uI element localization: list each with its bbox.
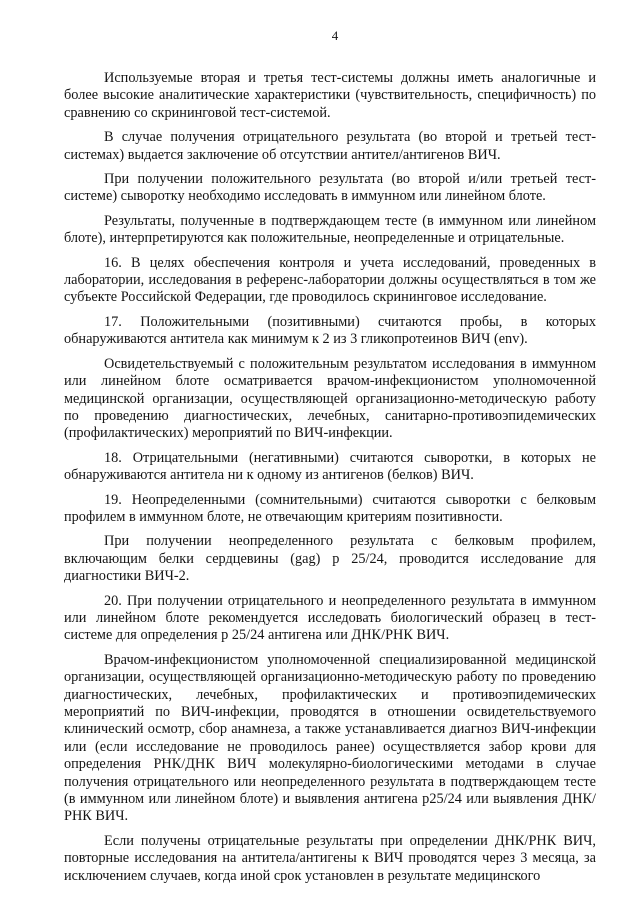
body-text <box>64 70 596 885</box>
paragraph-item-18: 18. Отрицательными (негативными) считаются сыворотки, в которых не обнаруживаются антитела ни к одному из антигенов (белков) ВИЧ. <box>64 449 596 484</box>
paragraph-item-19: 19. Неопределенными (сомнительными) считаются сыворотки с белковым профилем в иммунном блоте, не отвечающим критериям позитивности. <box>64 491 596 525</box>
paragraph: Используемые вторая и третья тест-системы должны иметь аналогичные и более высокие аналитические характеристики (чувствительность, специфичность) по сравнению со скрининговой тест-системой. <box>64 70 596 121</box>
paragraph-item-16: 16. В целях обеспечения контроля и учета исследований, проведенных в лаборатории, исследования в референс-лаборатории должны осуществляться в том же субъекте Российской Федерации, где проводилось скрининговое исследование. <box>64 254 596 306</box>
paragraph-item-17: 17. Положительными (позитивными) считаются пробы, в которых обнаруживаются антитела как минимум к 2 из 3 гликопротеинов ВИЧ (env). <box>64 313 596 348</box>
paragraph: Если получены отрицательные результаты при определении ДНК/РНК ВИЧ, повторные исследования на антитела/антигены к ВИЧ проводятся через 3 месяца, за исключением случаев, когда иной срок установлен в результате медицинского <box>64 832 596 884</box>
paragraph: Врачом-инфекционистом уполномоченной специализированной медицинской организации, осуществляющей организационно-методическую работу по проведению диагностических, лечебных, профилактических и противоэпидемических мероприятий по ВИЧ-инфекции, проводятся в отношении освидетельствуемого клинический осмотр, сбор анамнеза, а также устанавливается диагноз ВИЧ-инфекции или (если исследование не проводилось ранее) осуществляется забор крови для определения РНК/ДНК ВИЧ молекулярно-биологическими методами в случае получения отрицательного или неопределенного результата в подтверждающем тесте (в иммунном или линейном блоте) и выявления антигена p25/24 или выявления ДНК/РНК ВИЧ. <box>64 651 596 825</box>
paragraph: В случае получения отрицательного результата (во второй и третьей тест-системах) выдается заключение об отсутствии антител/антигенов ВИЧ. <box>64 129 596 163</box>
paragraph: Результаты, полученные в подтверждающем тесте (в иммунном или линейном блоте), интерпретируются как положительные, неопределенные и отрицательные. <box>64 212 596 247</box>
page-number: 4 <box>331 28 339 43</box>
paragraph-item-20: 20. При получении отрицательного и неопределенного результата в иммунном или линейном блоте рекомендуется исследовать биологический образец в тест-системе для определения p 25/24 антигена или ДНК/РНК ВИЧ. <box>64 592 596 644</box>
paragraph: Освидетельствуемый с положительным результатом исследования в иммунном или линейном блоте осматривается врачом-инфекционистом уполномоченной медицинской организации, осуществляющей организационно-методическую работу по проведению диагностических, лечебных, санитарно-противоэпидемических (профилактических) мероприятий по ВИЧ-инфекции. <box>64 355 596 442</box>
paragraph: При получении неопределенного результата с белковым профилем, включающим белки сердцевины (gag) p 25/24, проводится исследование для диагностики ВИЧ-2. <box>64 533 596 585</box>
paragraph: При получении положительного результата (во второй и/или третьей тест-системе) сыворотку необходимо исследовать в иммунном или линейном блоте. <box>64 171 596 205</box>
